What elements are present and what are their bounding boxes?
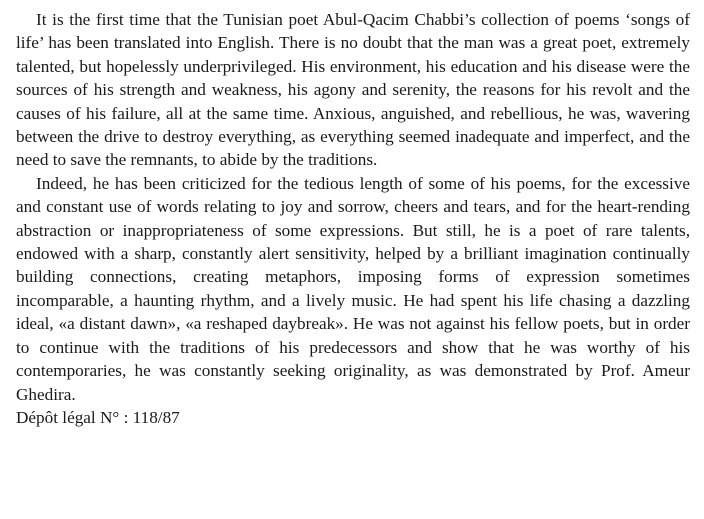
document-page [16,8,690,429]
paragraph-criticism: Indeed, he has been criticized for the tedious length of some of his poems, for the excessive and constant use of words relating to joy and sorrow, cheers and tears, and for the heart-rending abstraction or inappropriateness of some expressions. But still, he is a poet of rare talents, endowed with a sharp, constantly alert sensitivity, helped by a brilliant imagination continually building connections, creating metaphors, imposing forms of expression sometimes incomparable, a haunting rhythm, and a lively music. He had spent his life chasing a dazzling ideal, «a distant dawn», «a reshaped daybreak». He was not against his fellow poets, but in order to continue with the traditions of his predecessors and show that he was worthy of his contemporaries, he was constantly seeking originality, as was demonstrated by Prof. Ameur Ghedira. [16,173,690,404]
legal-deposit-line: Dépôt légal N° : 118/87 [16,407,180,427]
paragraph-intro: It is the first time that the Tunisian poet Abul-Qacim Chabbi’s collection of poems ‘songs of life’ has been translated into English. There is no doubt that the man was a great poet, extremely talented, but hopelessly underprivileged. His environment, his education and his disease were the sources of his strength and weakness, his agony and serenity, the reasons for his revolt and the causes of his failure, all at the same time. Anxious, anguished, and rebellious, he was, wavering between the drive to destroy everything, as everything seemed inadequate and imperfect, and the need to save the remnants, to abide by the traditions. [16,10,690,170]
